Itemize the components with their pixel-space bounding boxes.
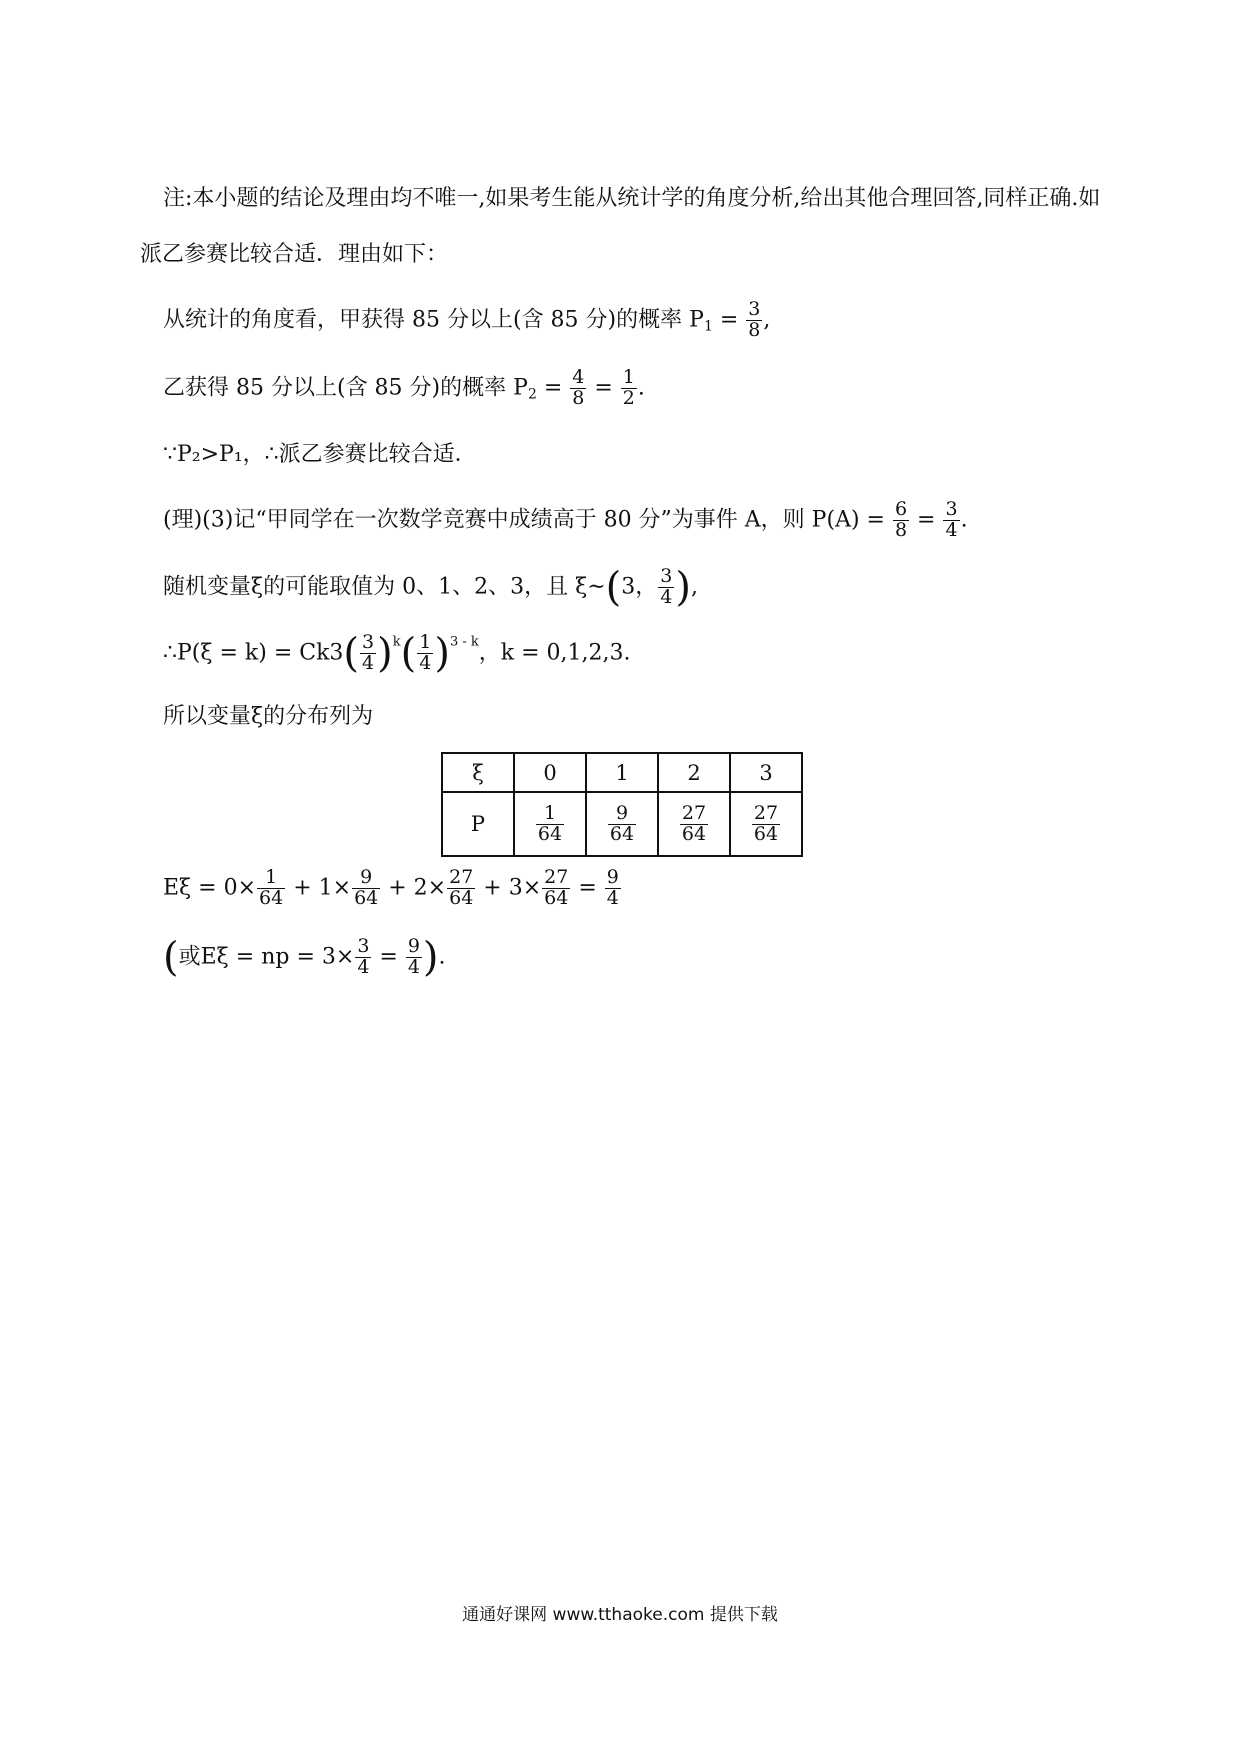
fraction-3-4: $\frac{3}{4}$ (945, 498, 958, 541)
expectation-line: Eξ = 0× $\frac{1}{64}$ + 1× $\frac{9}{64}$ + 2× $\frac{27}{64}$ + 3× $\frac{27}{64}$ = $\frac{9}{4}$ (163, 866, 619, 909)
table-row (442, 792, 802, 856)
table-header-cell: 1 (586, 753, 658, 792)
table-row (442, 753, 802, 792)
conclusion-line: ∵P₂>P₁，∴派乙参赛比较合适． (163, 442, 477, 467)
table-header-label: ξ (442, 753, 514, 792)
prob-p1-text: 从统计的角度看，甲获得 85 分以上(含 85 分)的概率 P (163, 307, 704, 333)
fraction-27-64: $\frac{27}{64}$ (449, 866, 474, 909)
prob-p2-line: 乙获得 85 分以上(含 85 分)的概率 $P_2$ = $\frac{4}{8}$ = $\frac{1}{2}$ . (163, 366, 645, 409)
p1-subscript: 1 (703, 318, 713, 335)
prob-fraction: $\frac{1}{64}$ (537, 801, 563, 845)
table-prob-cell (658, 792, 730, 856)
fraction-3-4: $\frac{3}{4}$ (362, 631, 375, 674)
table-prob-cell (730, 792, 802, 856)
fraction-3-8: $\frac{3}{8}$ (748, 298, 761, 341)
prob-fraction: $\frac{27}{64}$ (681, 801, 707, 845)
fraction-1-2: $\frac{1}{2}$ (622, 366, 635, 409)
note-line-2: 派乙参赛比较合适．理由如下： (140, 242, 449, 267)
fraction-9-4: $\frac{9}{4}$ (606, 866, 619, 909)
prob-p1-line: 从统计的角度看，甲获得 85 分以上(含 85 分)的概率 $P_1$ = $\frac{3}{8}$ , (163, 298, 771, 341)
fraction-9-4: $\frac{9}{4}$ (407, 935, 420, 978)
table-header-cell: 3 (730, 753, 802, 792)
table-prob-cell (586, 792, 658, 856)
distribution-table (441, 752, 803, 857)
event-a-line: (理)(3)记“甲同学在一次数学竞赛中成绩高于 80 分”为事件 A，则 P(A) = $\frac{6}{8}$ = $\frac{3}{4}$ . (163, 498, 968, 541)
p2-subscript: 2 (527, 386, 537, 403)
distribution-intro: 所以变量ξ的分布列为 (163, 704, 374, 729)
footer-watermark: 通通好课网 www.tthaoke.com 提供下载 (462, 1605, 778, 1625)
table-row-label: P (442, 792, 514, 856)
table-prob-cell (514, 792, 586, 856)
table-header-cell: 2 (658, 753, 730, 792)
expectation-alt-line: (或Eξ = np = 3× $\frac{3}{4}$ = $\frac{9}{4}$ ). (163, 934, 446, 981)
note-line-1: 注:本小题的结论及理由均不唯一,如果考生能从统计学的角度分析,给出其他合理回答,同样正确.如 (163, 186, 1101, 211)
binomial-line: 随机变量ξ的可能取值为 0、1、2、3，且 ξ~(3， $\frac{3}{4}$ ), (163, 564, 698, 611)
table-header-cell: 0 (514, 753, 586, 792)
fraction-6-8: $\frac{6}{8}$ (894, 498, 908, 541)
fraction-27-64: $\frac{27}{64}$ (544, 866, 569, 909)
pmf-formula-line: ∴P(ξ = k) = Ck3( $\frac{3}{4}$ )$^k$( $\frac{1}{4}$ )$^{3 - k}$，k = 0,1,2,3. (163, 630, 631, 677)
fraction-3-4: $\frac{3}{4}$ (660, 565, 673, 608)
fraction-4-8: $\frac{4}{8}$ (572, 366, 585, 409)
fraction-9-64: $\frac{9}{64}$ (354, 866, 379, 909)
prob-fraction: $\frac{27}{64}$ (753, 801, 779, 845)
fraction-3-4: $\frac{3}{4}$ (357, 935, 370, 978)
equals: = (712, 307, 746, 333)
fraction-1-4: $\frac{1}{4}$ (419, 631, 432, 674)
prob-fraction: $\frac{9}{64}$ (609, 801, 635, 845)
fraction-1-64: $\frac{1}{64}$ (259, 866, 284, 909)
prob-p2-text: 乙获得 85 分以上(含 85 分)的概率 P (163, 375, 528, 401)
